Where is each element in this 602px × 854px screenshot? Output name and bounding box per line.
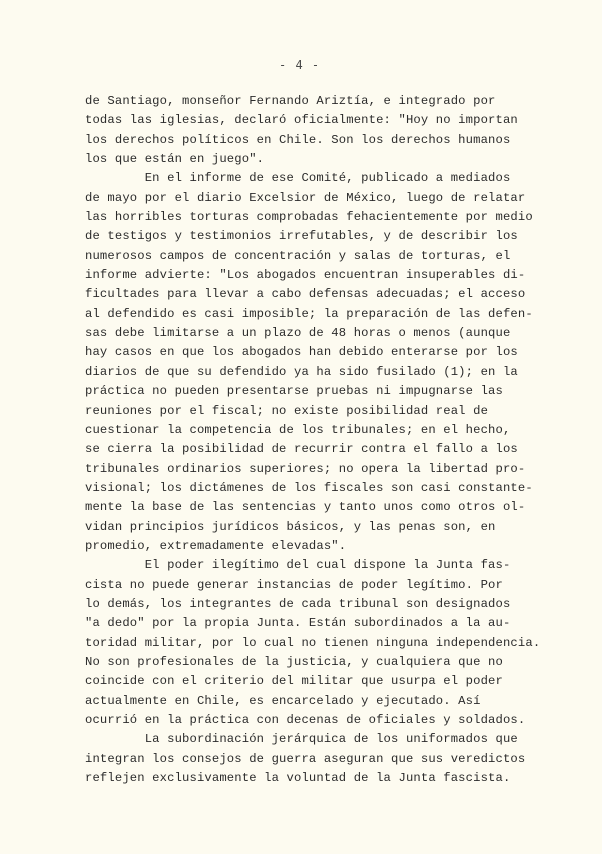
- text-line: ficultades para llevar a cabo defensas adecuadas; el acceso: [85, 287, 526, 302]
- text-line: toridad militar, por lo cual no tienen ninguna independencia.: [85, 635, 541, 650]
- text-line: los derechos políticos en Chile. Son los derechos humanos: [85, 132, 511, 147]
- text-line: diarios de que su defendido ya ha sido fusilado (1); en la: [85, 364, 518, 379]
- text-line: los que están en juego".: [85, 152, 265, 167]
- text-line: hay casos en que los abogados han debido enterarse por los: [85, 345, 518, 360]
- text-line: sas debe limitarse a un plazo de 48 horas o menos (aunque: [85, 326, 511, 341]
- text-line: numerosos campos de concentración y salas de torturas, el: [85, 248, 511, 263]
- text-line: reuniones por el fiscal; no existe posibilidad real de: [85, 403, 489, 418]
- text-line: se cierra la posibilidad de recurrir contra el fallo a los: [85, 442, 518, 457]
- text-line: de mayo por el diario Excelsior de México, luego de relatar: [85, 190, 526, 205]
- text-line: de testigos y testimonios irrefutables, y de describir los: [85, 229, 518, 244]
- text-line: En el informe de ese Comité, publicado a mediados: [85, 171, 511, 186]
- text-line: reflejen exclusivamente la voluntad de la Junta fascista.: [85, 771, 511, 786]
- text-line: práctica no pueden presentarse pruebas ni impugnarse las: [85, 384, 503, 399]
- body-text: [85, 92, 541, 788]
- text-line: cista no puede generar instancias de poder legítimo. Por: [85, 577, 503, 592]
- text-line: La subordinación jerárquica de los uniformados que: [85, 732, 518, 747]
- text-line: lo demás, los integrantes de cada tribunal son designados: [85, 596, 511, 611]
- text-line: El poder ilegítimo del cual dispone la Junta fas-: [85, 558, 511, 573]
- text-line: vidan principios jurídicos básicos, y las penas son, en: [85, 519, 496, 534]
- text-line: informe advierte: "Los abogados encuentran insuperables di-: [85, 268, 526, 283]
- text-line: al defendido es casi imposible; la preparación de las defen-: [85, 306, 533, 321]
- text-line: de Santiago, monseñor Fernando Ariztía, e integrado por: [85, 94, 496, 108]
- text-line: ocurrió en la práctica con decenas de oficiales y soldados.: [85, 713, 526, 727]
- text-line: "a dedo" por la propia Junta. Están subordinados a la au-: [85, 616, 511, 631]
- text-line: No son profesionales de la justicia, y cualquiera que no: [85, 654, 503, 669]
- text-line: integran los consejos de guerra aseguran que sus veredictos: [85, 751, 526, 766]
- text-line: coincide con el criterio del militar que usurpa el poder: [85, 674, 503, 689]
- text-line: todas las iglesias, declaró oficialmente: "Hoy no importan: [85, 113, 518, 128]
- text-line: tribunales ordinarios superiores; no opera la libertad pro-: [85, 461, 526, 476]
- text-line: las horribles torturas comprobadas fehacientemente por medio: [85, 210, 533, 225]
- page-number: - 4 -: [279, 58, 321, 72]
- text-line: promedio, extremadamente elevadas".: [85, 538, 347, 553]
- text-line: actualmente en Chile, es encarcelado y ejecutado. Así: [85, 693, 481, 708]
- text-line: mente la base de las sentencias y tanto unos como otros ol-: [85, 500, 526, 515]
- text-line: cuestionar la competencia de los tribunales; en el hecho,: [85, 422, 511, 437]
- text-line: visional; los dictámenes de los fiscales son casi constante-: [85, 480, 533, 495]
